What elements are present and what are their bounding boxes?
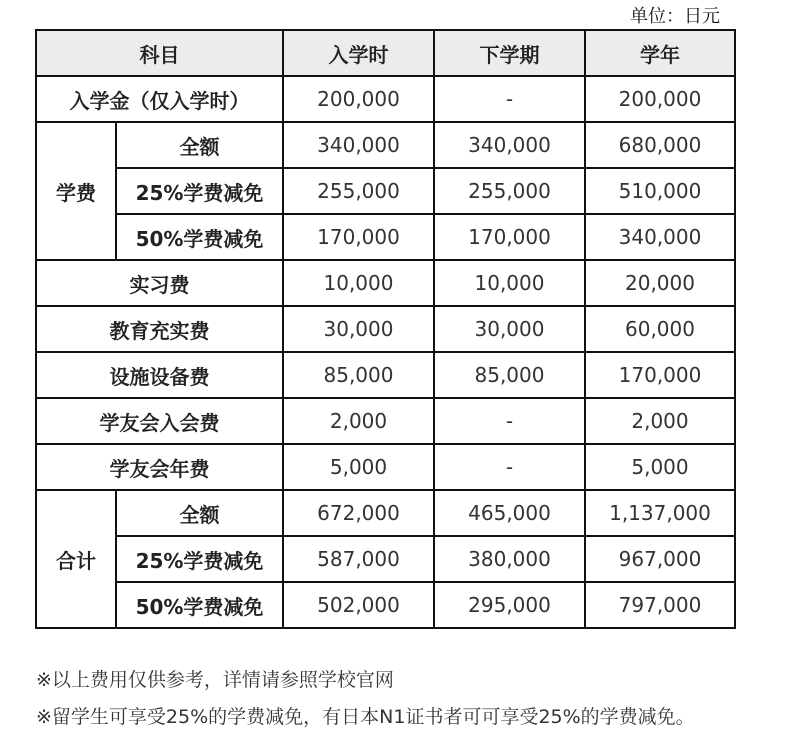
- cell-value: -: [434, 444, 585, 490]
- cell-value: 295,000: [434, 582, 585, 628]
- cell-value: 170,000: [585, 352, 735, 398]
- cell-value: 20,000: [585, 260, 735, 306]
- table-header-row: [36, 30, 735, 76]
- group-label-total: 合计: [36, 490, 116, 628]
- cell-value: 340,000: [585, 214, 735, 260]
- cell-value: 2,000: [585, 398, 735, 444]
- table-row: [36, 444, 735, 490]
- cell-value: 680,000: [585, 122, 735, 168]
- cell-value: 967,000: [585, 536, 735, 582]
- cell-value: 5,000: [283, 444, 434, 490]
- cell-value: 380,000: [434, 536, 585, 582]
- row-label: 25%学费减免: [116, 168, 283, 214]
- table-row: [36, 260, 735, 306]
- table-row: [36, 214, 735, 260]
- header-second-term: 下学期: [434, 30, 585, 76]
- cell-value: 510,000: [585, 168, 735, 214]
- row-label: 设施设备费: [36, 352, 283, 398]
- row-label: 25%学费减免: [116, 536, 283, 582]
- cell-value: 170,000: [434, 214, 585, 260]
- cell-value: 200,000: [585, 76, 735, 122]
- row-label: 全额: [116, 490, 283, 536]
- cell-value: 10,000: [434, 260, 585, 306]
- cell-value: -: [434, 76, 585, 122]
- row-label: 入学金（仅入学时）: [36, 76, 283, 122]
- table-row: [36, 306, 735, 352]
- footnote: ※以上费用仅供参考，详情请参照学校官网: [36, 669, 394, 691]
- cell-value: 502,000: [283, 582, 434, 628]
- cell-value: 10,000: [283, 260, 434, 306]
- cell-value: 30,000: [283, 306, 434, 352]
- cell-value: 255,000: [434, 168, 585, 214]
- header-subject: 科目: [36, 30, 283, 76]
- fee-table: [35, 29, 736, 629]
- row-label: 教育充实费: [36, 306, 283, 352]
- cell-value: 672,000: [283, 490, 434, 536]
- cell-value: 797,000: [585, 582, 735, 628]
- cell-value: -: [434, 398, 585, 444]
- cell-value: 1,137,000: [585, 490, 735, 536]
- cell-value: 30,000: [434, 306, 585, 352]
- cell-value: 587,000: [283, 536, 434, 582]
- table-row: [36, 122, 735, 168]
- cell-value: 85,000: [283, 352, 434, 398]
- cell-value: 85,000: [434, 352, 585, 398]
- footnotes: [36, 662, 695, 736]
- cell-value: 255,000: [283, 168, 434, 214]
- cell-value: 170,000: [283, 214, 434, 260]
- table-row: [36, 490, 735, 536]
- table-row: [36, 582, 735, 628]
- row-label: 实习费: [36, 260, 283, 306]
- row-label: 学友会入会费: [36, 398, 283, 444]
- cell-value: 340,000: [434, 122, 585, 168]
- cell-value: 340,000: [283, 122, 434, 168]
- row-label: 学友会年费: [36, 444, 283, 490]
- cell-value: 2,000: [283, 398, 434, 444]
- row-label: 50%学费减免: [116, 214, 283, 260]
- cell-value: 200,000: [283, 76, 434, 122]
- header-annual: 学年: [585, 30, 735, 76]
- cell-value: 465,000: [434, 490, 585, 536]
- cell-value: 60,000: [585, 306, 735, 352]
- footnote: ※留学生可享受25%的学费减免，有日本N1证书者可可享受25%的学费减免。: [36, 706, 695, 728]
- row-label: 全额: [116, 122, 283, 168]
- table-row: [36, 76, 735, 122]
- group-label-tuition: 学费: [36, 122, 116, 260]
- unit-label: 单位：日元: [630, 6, 720, 27]
- table-row: [36, 536, 735, 582]
- cell-value: 5,000: [585, 444, 735, 490]
- row-label: 50%学费减免: [116, 582, 283, 628]
- header-enrollment: 入学时: [283, 30, 434, 76]
- table-row: [36, 398, 735, 444]
- table-row: [36, 352, 735, 398]
- table-row: [36, 168, 735, 214]
